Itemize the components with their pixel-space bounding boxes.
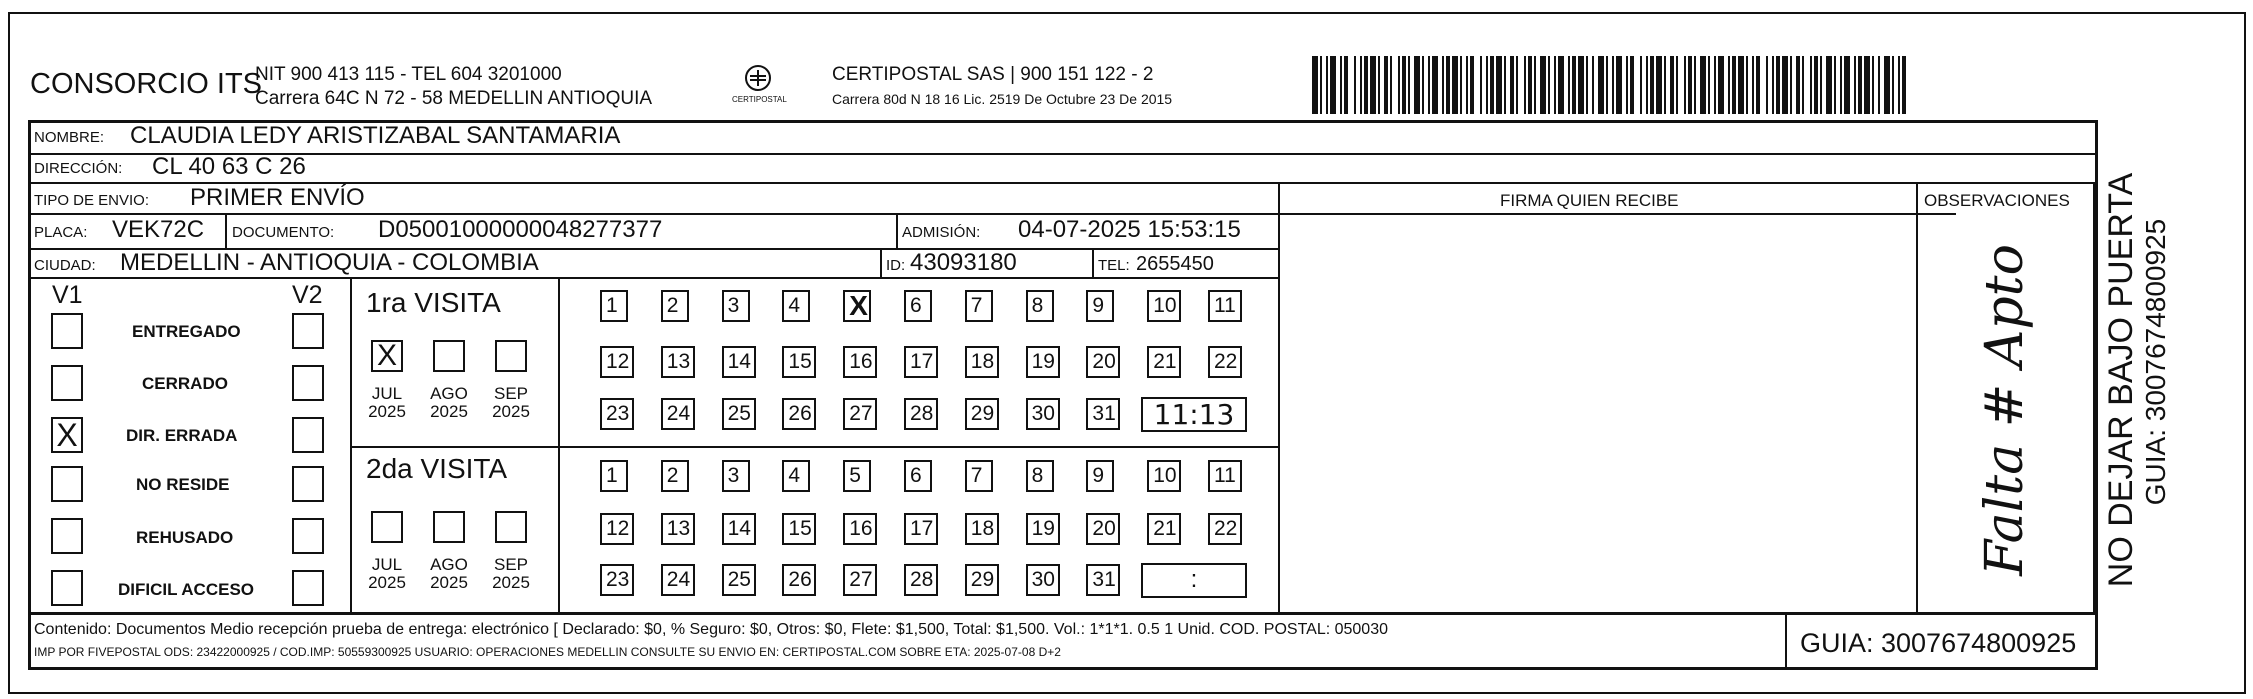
firma-header: FIRMA QUIEN RECIBE bbox=[1500, 191, 1679, 210]
cell-divider bbox=[880, 248, 882, 277]
dificil-acceso-v2-checkbox[interactable] bbox=[292, 570, 324, 606]
row-divider bbox=[28, 213, 1956, 215]
visit-1-day-18-box[interactable]: 18 bbox=[965, 346, 999, 378]
no-reside-v2-checkbox[interactable] bbox=[292, 466, 324, 502]
footer-contents-line: Contenido: Documentos Medio recepción prueba de entrega: electrónico [ Declarado: $0, % Seguro: $0, Otros: $0, Flete: $1,500, Total: $1,500. Vol.: 1*1*1. 0.5 1 Unid. COD. POSTAL: 050030 bbox=[34, 621, 1388, 638]
no-reside-label: NO RESIDE bbox=[136, 475, 230, 494]
visit-1-day-12-box[interactable]: 12 bbox=[600, 346, 634, 378]
rehusado-v2-checkbox[interactable] bbox=[292, 518, 324, 554]
visit-1-day-9-box[interactable]: 9 bbox=[1086, 290, 1114, 322]
visit-2-day-3-box[interactable]: 3 bbox=[722, 460, 750, 492]
visit-1-day-6-box[interactable]: 6 bbox=[904, 290, 932, 322]
visit-1-month-sep-label: SEP 2025 bbox=[492, 384, 530, 421]
entregado-v2-checkbox[interactable] bbox=[292, 313, 324, 349]
entregado-label: ENTREGADO bbox=[132, 322, 241, 341]
visit-2-day-2-box[interactable]: 2 bbox=[661, 460, 689, 492]
visit-1-day-8-box[interactable]: 8 bbox=[1026, 290, 1054, 322]
visit-1-month-jul-checkbox[interactable]: X bbox=[371, 340, 403, 372]
rehusado-v1-checkbox[interactable] bbox=[51, 518, 83, 554]
visit-2-day-13-box[interactable]: 13 bbox=[661, 513, 695, 545]
visit-1-day-14-box[interactable]: 14 bbox=[722, 346, 756, 378]
v1-header: V1 bbox=[52, 281, 83, 309]
visit-1-day-10-box[interactable]: 10 bbox=[1147, 290, 1181, 322]
visit-2-month-jul-label: JUL 2025 bbox=[368, 555, 406, 592]
visit-2-day-10-box[interactable]: 10 bbox=[1147, 460, 1181, 492]
visit-2-day-16-box[interactable]: 16 bbox=[843, 513, 877, 545]
row-divider bbox=[28, 277, 1278, 279]
visit-1-day-28-box[interactable]: 28 bbox=[904, 398, 938, 430]
ciudad-value: MEDELLIN - ANTIOQUIA - COLOMBIA bbox=[120, 249, 539, 276]
visit-1-day-24-box[interactable]: 24 bbox=[661, 398, 695, 430]
firma-column-divider bbox=[1278, 182, 1280, 615]
visit-2-day-11-box[interactable]: 11 bbox=[1208, 460, 1242, 492]
visit-1-day-11-box[interactable]: 11 bbox=[1208, 290, 1242, 322]
visit-1-day-22-box[interactable]: 22 bbox=[1208, 346, 1242, 378]
direccion-label: DIRECCIÓN: bbox=[34, 160, 123, 177]
visit-2-day-27-box[interactable]: 27 bbox=[843, 564, 877, 596]
footer-guia: GUIA: 3007674800925 bbox=[1800, 628, 2077, 658]
visit-1-day-20-box[interactable]: 20 bbox=[1086, 346, 1120, 378]
placa-value: VEK72C bbox=[112, 216, 205, 243]
nombre-value: CLAUDIA LEDY ARISTIZABAL SANTAMARIA bbox=[130, 122, 621, 149]
visit-2-time-box[interactable]: : bbox=[1141, 563, 1247, 598]
company-name: CONSORCIO ITS bbox=[30, 68, 263, 100]
visit-2-day-15-box[interactable]: 15 bbox=[782, 513, 816, 545]
direccion-value: CL 40 63 C 26 bbox=[152, 153, 306, 180]
company-info-line-1: NIT 900 413 115 - TEL 604 3201000 bbox=[255, 64, 562, 85]
dificil-acceso-v1-checkbox[interactable] bbox=[51, 570, 83, 606]
footer-divider bbox=[1785, 612, 1787, 670]
visit-2-day-12-box[interactable]: 12 bbox=[600, 513, 634, 545]
visit-2-day-28-box[interactable]: 28 bbox=[904, 564, 938, 596]
visit-2-day-4-box[interactable]: 4 bbox=[782, 460, 810, 492]
visit-1-day-26-box[interactable]: 26 bbox=[782, 398, 816, 430]
cerrado-v2-checkbox[interactable] bbox=[292, 365, 324, 401]
visit-2-day-30-box[interactable]: 30 bbox=[1026, 564, 1060, 596]
visit-1-day-2-box[interactable]: 2 bbox=[661, 290, 689, 322]
visit-2-day-25-box[interactable]: 25 bbox=[722, 564, 756, 596]
no-dejar-bajo-puerta-text: NO DEJAR BAJO PUERTA bbox=[2102, 172, 2140, 588]
visit-1-day-3-box[interactable]: 3 bbox=[722, 290, 750, 322]
cerrado-v1-checkbox[interactable] bbox=[51, 365, 83, 401]
visit-1-day-30-box[interactable]: 30 bbox=[1026, 398, 1060, 430]
visit-1-month-sep-checkbox[interactable] bbox=[495, 340, 527, 372]
admision-value: 04-07-2025 15:53:15 bbox=[1018, 216, 1241, 243]
id-value: 43093180 bbox=[910, 249, 1017, 276]
observaciones-column-divider bbox=[1916, 182, 1918, 615]
visit-2-day-18-box[interactable]: 18 bbox=[965, 513, 999, 545]
visit-2-month-sep-label: SEP 2025 bbox=[492, 555, 530, 592]
tel-label: TEL: bbox=[1098, 257, 1130, 274]
visit-1-month-ago-checkbox[interactable] bbox=[433, 340, 465, 372]
cell-divider bbox=[896, 213, 898, 248]
visit-2-day-24-box[interactable]: 24 bbox=[661, 564, 695, 596]
visit-2-day-21-box[interactable]: 21 bbox=[1147, 513, 1181, 545]
visit-1-time-box[interactable]: 11:13 bbox=[1141, 397, 1247, 432]
visit-2-month-ago-checkbox[interactable] bbox=[433, 511, 465, 543]
visit-2-day-9-box[interactable]: 9 bbox=[1086, 460, 1114, 492]
visit-1-day-15-box[interactable]: 15 bbox=[782, 346, 816, 378]
visit-1-day-29-box[interactable]: 29 bbox=[965, 398, 999, 430]
ciudad-label: CIUDAD: bbox=[34, 257, 96, 274]
dir-errada-v1-checkbox[interactable]: X bbox=[51, 417, 83, 453]
no-reside-v1-checkbox[interactable] bbox=[51, 466, 83, 502]
visit-1-month-ago-label: AGO 2025 bbox=[430, 384, 468, 421]
v2-header: V2 bbox=[292, 281, 323, 309]
certipostal-info-line-2: Carrera 80d N 18 16 Lic. 2519 De Octubre 23 De 2015 bbox=[832, 91, 1173, 107]
visit-1-day-1-box[interactable]: 1 bbox=[600, 290, 628, 322]
dificil-acceso-label: DIFICIL ACCESO bbox=[118, 580, 255, 599]
visit-2-day-8-box[interactable]: 8 bbox=[1026, 460, 1054, 492]
tel-value: 2655450 bbox=[1136, 253, 1214, 275]
side-guia-text: GUIA: 3007674800925 bbox=[2140, 218, 2171, 506]
documento-label: DOCUMENTO: bbox=[232, 224, 335, 241]
visit-2-day-5-box[interactable]: 5 bbox=[843, 460, 871, 492]
visit-1-day-25-box[interactable]: 25 bbox=[722, 398, 756, 430]
dir-errada-label: DIR. ERRADA bbox=[126, 426, 238, 445]
visit-1-day-4-box[interactable]: 4 bbox=[782, 290, 810, 322]
placa-label: PLACA: bbox=[34, 224, 88, 241]
handwritten-observation: Falta # Apto bbox=[1975, 244, 2035, 576]
visit-1-month-jul-label: JUL 2025 bbox=[368, 384, 406, 421]
visit-1-title: 1ra VISITA bbox=[366, 287, 501, 318]
visit-2-day-17-box[interactable]: 17 bbox=[904, 513, 938, 545]
dir-errada-v2-checkbox[interactable] bbox=[292, 417, 324, 453]
visit-1-day-17-box[interactable]: 17 bbox=[904, 346, 938, 378]
visit-2-day-14-box[interactable]: 14 bbox=[722, 513, 756, 545]
visit-1-day-31-box[interactable]: 31 bbox=[1086, 398, 1120, 430]
visit-2-day-31-box[interactable]: 31 bbox=[1086, 564, 1120, 596]
admision-label: ADMISIÓN: bbox=[902, 224, 981, 241]
side-column-divider bbox=[2093, 182, 2095, 615]
rehusado-label: REHUSADO bbox=[136, 528, 234, 547]
cell-divider bbox=[1092, 248, 1094, 277]
visit-1-day-27-box[interactable]: 27 bbox=[843, 398, 877, 430]
visit-2-day-29-box[interactable]: 29 bbox=[965, 564, 999, 596]
visit-1-day-5-box[interactable]: X bbox=[843, 290, 871, 322]
observaciones-header: OBSERVACIONES bbox=[1924, 191, 2070, 210]
visit-2-month-jul-checkbox[interactable] bbox=[371, 511, 403, 543]
cell-divider bbox=[225, 213, 227, 248]
visit-1-day-7-box[interactable]: 7 bbox=[965, 290, 993, 322]
visit-1-day-23-box[interactable]: 23 bbox=[600, 398, 634, 430]
barcode-image bbox=[1312, 56, 1906, 114]
tipo-envio-value: PRIMER ENVÍO bbox=[190, 184, 365, 211]
certipostal-info-line-1: CERTIPOSTAL SAS | 900 151 122 - 2 bbox=[832, 64, 1154, 85]
visit-1-day-13-box[interactable]: 13 bbox=[661, 346, 695, 378]
entregado-v1-checkbox[interactable] bbox=[51, 313, 83, 349]
visit-1-day-16-box[interactable]: 16 bbox=[843, 346, 877, 378]
visit-2-month-ago-label: AGO 2025 bbox=[430, 555, 468, 592]
id-label: ID: bbox=[886, 257, 906, 274]
logo-caption: CERTIPOSTAL bbox=[732, 95, 787, 104]
visit-2-month-sep-checkbox[interactable] bbox=[495, 511, 527, 543]
visit-2-day-22-box[interactable]: 22 bbox=[1208, 513, 1242, 545]
visit-2-day-26-box[interactable]: 26 bbox=[782, 564, 816, 596]
visit-2-title: 2da VISITA bbox=[366, 453, 508, 484]
visit-2-day-23-box[interactable]: 23 bbox=[600, 564, 634, 596]
visit-2-day-20-box[interactable]: 20 bbox=[1086, 513, 1120, 545]
footer-print-info-line: IMP POR FIVEPOSTAL ODS: 23422000925 / COD.IMP: 50559300925 USUARIO: OPERACIONES MEDELLIN CONSULTE SU ENVIO EN: CERTIPOSTAL.COM SOBRE ETA: 2025-07-08 D+2 bbox=[34, 645, 1061, 659]
visit-divider bbox=[350, 446, 1278, 448]
visit-2-day-7-box[interactable]: 7 bbox=[965, 460, 993, 492]
tipo-envio-label: TIPO DE ENVIO: bbox=[34, 192, 150, 209]
nombre-label: NOMBRE: bbox=[34, 129, 105, 146]
visit-1-day-19-box[interactable]: 19 bbox=[1026, 346, 1060, 378]
visit-2-day-1-box[interactable]: 1 bbox=[600, 460, 628, 492]
visit-2-day-19-box[interactable]: 19 bbox=[1026, 513, 1060, 545]
documento-value: D05001000000048277377 bbox=[378, 216, 663, 243]
company-info-line-2: Carrera 64C N 72 - 58 MEDELLIN ANTIOQUIA bbox=[255, 88, 653, 109]
row-divider bbox=[28, 153, 2098, 155]
cerrado-label: CERRADO bbox=[142, 374, 228, 393]
visit-2-day-6-box[interactable]: 6 bbox=[904, 460, 932, 492]
certipostal-logo bbox=[728, 60, 788, 108]
visit-1-day-21-box[interactable]: 21 bbox=[1147, 346, 1181, 378]
